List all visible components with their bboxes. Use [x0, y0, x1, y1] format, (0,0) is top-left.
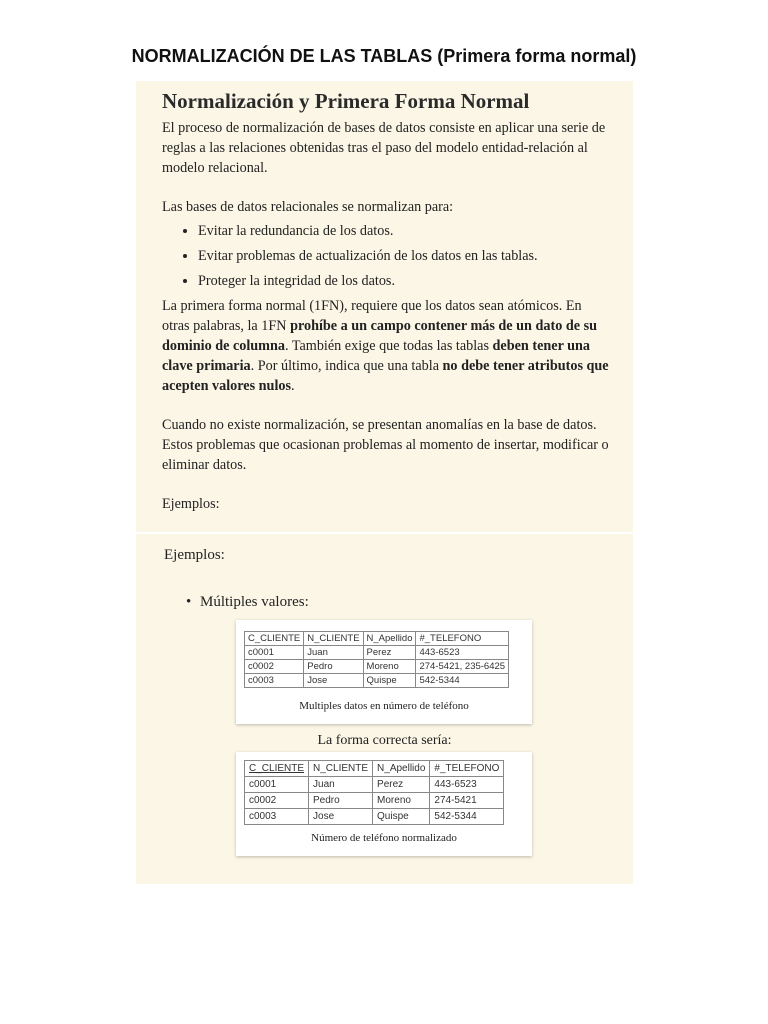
- table-row: [245, 660, 509, 674]
- multiple-values-bullet: • Múltiples valores:: [186, 594, 309, 610]
- column-header: N_Apellido: [373, 761, 430, 777]
- bold-phrase: deben tener una clave primaria: [162, 338, 591, 374]
- table-cell: c0001: [245, 777, 309, 793]
- table-cell: Quispe: [373, 809, 430, 825]
- table-cell: 542-5344: [416, 674, 509, 688]
- table-cell: Moreno: [363, 660, 416, 674]
- table-cell: c0002: [245, 660, 304, 674]
- table-cell: Perez: [363, 646, 416, 660]
- bullet-icon: •: [186, 594, 192, 610]
- clients-table-unnormalized: [244, 631, 509, 688]
- table-caption: Multiples datos en número de teléfono: [299, 700, 469, 712]
- table-row: [245, 809, 504, 825]
- clients-table-normalized: [244, 760, 504, 825]
- table-caption: Número de teléfono normalizado: [311, 832, 457, 844]
- table-cell: Perez: [373, 777, 430, 793]
- first-normal-form-paragraph: La primera forma normal (1FN), requiere que los datos sean atómicos. En otras palabras, la 1FN prohíbe a un campo contener más de un dato de su dominio de columna. También exige que todas las tablas deben tener una clave primaria. Por último, indica que una tabla no debe tener atributos que acepten valores nulos.: [162, 298, 609, 394]
- column-header: C_CLIENTE: [245, 761, 309, 777]
- table-row: [245, 777, 504, 793]
- list-item: • Proteger la integridad de los datos.: [198, 269, 612, 294]
- column-header: #_TELEFONO: [416, 632, 509, 646]
- table-cell: 274-5421, 235-6425: [416, 660, 509, 674]
- anomalies-paragraph: Cuando no existe normalización, se presentan anomalías en la base de datos. Estos problemas que ocasionan problemas al momento de insertar, modificar o eliminar datos.: [162, 417, 609, 473]
- table-card-multiple-values: [236, 620, 532, 724]
- table-card-normalized: [236, 752, 532, 856]
- column-header: #_TELEFONO: [430, 761, 504, 777]
- page-title: NORMALIZACIÓN DE LAS TABLAS (Primera forma normal): [131, 46, 637, 66]
- correct-form-label: La forma correcta sería:: [317, 733, 452, 748]
- table-cell: 274-5421: [430, 793, 504, 809]
- table-cell: 443-6523: [416, 646, 509, 660]
- intro-paragraph: El proceso de normalización de bases de datos consiste en aplicar una serie de reglas a las relaciones obtenidas tras el paso del modelo entidad-relación al modelo relacional.: [162, 120, 606, 176]
- list-item: • Evitar problemas de actualización de los datos en las tablas.: [198, 244, 612, 269]
- examples-label: Ejemplos:: [164, 547, 225, 563]
- table-cell: c0003: [245, 809, 309, 825]
- table-cell: Juan: [309, 777, 373, 793]
- table-cell: 542-5344: [430, 809, 504, 825]
- reasons-list: [162, 219, 612, 294]
- table-row: [245, 674, 509, 688]
- table-cell: Quispe: [363, 674, 416, 688]
- table-cell: c0002: [245, 793, 309, 809]
- list-item: • Evitar la redundancia de los datos.: [198, 219, 612, 244]
- bold-phrase: prohíbe a un campo contener más de un dato de su dominio de columna: [162, 318, 597, 354]
- text-content: [162, 89, 612, 514]
- table-cell: Jose: [309, 809, 373, 825]
- bold-phrase: no debe tener atributos que acepten valores nulos: [162, 358, 609, 394]
- table-cell: Pedro: [304, 660, 363, 674]
- table-cell: c0001: [245, 646, 304, 660]
- section-heading: Normalización y Primera Forma Normal: [162, 89, 530, 113]
- table-cell: Juan: [304, 646, 363, 660]
- column-header: N_CLIENTE: [309, 761, 373, 777]
- table-cell: Pedro: [309, 793, 373, 809]
- table-row: [245, 646, 509, 660]
- reasons-intro: Las bases de datos relacionales se normalizan para:: [162, 199, 454, 215]
- table-cell: Moreno: [373, 793, 430, 809]
- table-header-row: [245, 632, 509, 646]
- table-cell: 443-6523: [430, 777, 504, 793]
- table-header-row: [245, 761, 504, 777]
- column-header: N_Apellido: [363, 632, 416, 646]
- column-header: C_CLIENTE: [245, 632, 304, 646]
- table-row: [245, 793, 504, 809]
- table-cell: c0003: [245, 674, 304, 688]
- examples-label: Ejemplos:: [162, 496, 220, 512]
- examples-panel: [136, 534, 633, 884]
- column-header: N_CLIENTE: [304, 632, 363, 646]
- table-cell: Jose: [304, 674, 363, 688]
- normalization-text-panel: [136, 81, 633, 532]
